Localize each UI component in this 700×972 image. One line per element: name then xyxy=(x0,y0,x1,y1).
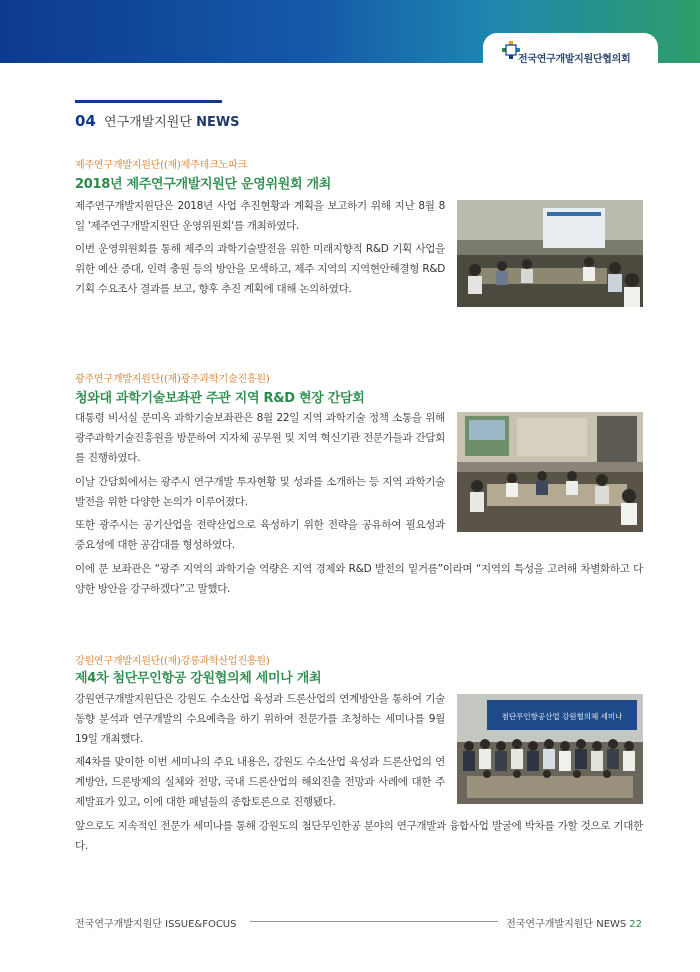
section-number: 04 xyxy=(75,112,96,130)
article-1-headline: 2018년 제주연구개발지원단 운영위원회 개최 xyxy=(75,177,332,192)
photo-banner-text: 첨단무인항공산업 강원협의체 세미나 xyxy=(501,712,623,721)
article-2-paragraph-1: 대통령 비서실 문미옥 과학기술보좌관은 8월 22일 지역 과학기술 정책 소통을 위해 광주과학기술진흥원을 방문하여 지자체 공무원 및 지역 혁신기관 전문가들과 간담회를 진행하였다. xyxy=(75,412,445,464)
article-1-paragraph-1: 제주연구개발지원단은 2018년 사업 추진현황과 계획을 보고하기 위해 지난 8월 8일 '제주연구개발지원단 운영위원회'를 개최하였다. xyxy=(75,200,445,232)
page-number: 22 xyxy=(629,919,642,930)
article-3-paragraph-1: 강원연구개발지원단은 강원도 수소산업 육성과 드론산업의 연계방안을 통하여 기술동향 분석과 연구개발의 수요예측을 하기 위하여 전문가를 초청하는 세미나를 9월 19일 개최했다. xyxy=(75,693,445,745)
article-3-paragraph-2: 제4차를 맞이한 이번 세미나의 주요 내용은, 강원도 수소산업 육성과 드론산업의 연계방안, 드론방제의 실체와 전망, 국내 드론산업의 해외진출 전망과 사례에 대한 주제발표가 있고, 이에 대한 패널들의 종합토론으로 진행됐다. xyxy=(75,756,445,808)
article-1-source: 제주연구개발지원단((재)제주테크노파크 xyxy=(75,160,247,171)
article-2-source: 광주연구개발지원단((재)광주과학기술진흥원) xyxy=(75,374,270,385)
footer-left-text: 전국연구개발지원단 ISSUE&FOCUS xyxy=(75,919,237,930)
article-2-photo xyxy=(457,412,643,532)
footer-right xyxy=(506,915,642,930)
org-name: 전국연구개발지원단협의회 xyxy=(518,54,631,65)
article-1-paragraph-2: 이번 운영위원회를 통해 제주의 과학기술발전을 위한 미래지향적 R&D 기획 사업을 위한 예산 증대, 인력 충원 등의 방안을 모색하고, 제주 지역의 지역현안해결형 R&D 기획 수요조사 결과를 보고, 향후 추진 계획에 대해 논의하였다. xyxy=(75,243,445,295)
section-title-text: 연구개발지원단 xyxy=(104,115,192,130)
article-3-photo xyxy=(457,694,643,804)
section-title xyxy=(75,111,240,130)
article-3-headline: 제4차 첨단무인항공 강원협의체 세미나 개최 xyxy=(75,671,322,686)
article-1-photo xyxy=(457,200,643,307)
section-bar xyxy=(75,100,222,103)
article-2-paragraph-2: 이날 간담회에서는 광주시 연구개발 투자현황 및 성과를 소개하는 등 지역 과학기술 발전을 위한 다양한 논의가 이루어졌다. xyxy=(75,476,445,508)
article-3-paragraph-3: 앞으로도 지속적인 전문가 세미나를 통해 강원도의 첨단무인한공 분야의 연구개발과 융합사업 발굴에 박차를 가할 것으로 기대한다. xyxy=(75,820,643,852)
article-2-paragraph-4: 이에 문 보좌관은 “광주 지역의 과학기술 역량은 지역 경제와 R&D 발전의 밑거름”이라며 “지역의 특성을 고려해 차별화하고 다양한 방안을 강구하겠다”고 말했다. xyxy=(75,563,643,595)
footer-divider xyxy=(250,921,498,922)
article-2-headline: 청와대 과학기술보좌관 주관 지역 R&D 현장 간담회 xyxy=(75,391,365,406)
article-2-paragraph-3: 또한 광주시는 공기산업을 전략산업으로 육성하기 위한 전략을 공유하여 필요성과 중요성에 대한 공감대를 형성하였다. xyxy=(75,519,445,551)
section-title-en: NEWS xyxy=(196,115,240,130)
article-3-source: 강원연구개발지원단((재)강릉과학산업진흥원) xyxy=(75,656,270,667)
footer-right-text: 전국연구개발지원단 NEWS xyxy=(506,919,627,930)
